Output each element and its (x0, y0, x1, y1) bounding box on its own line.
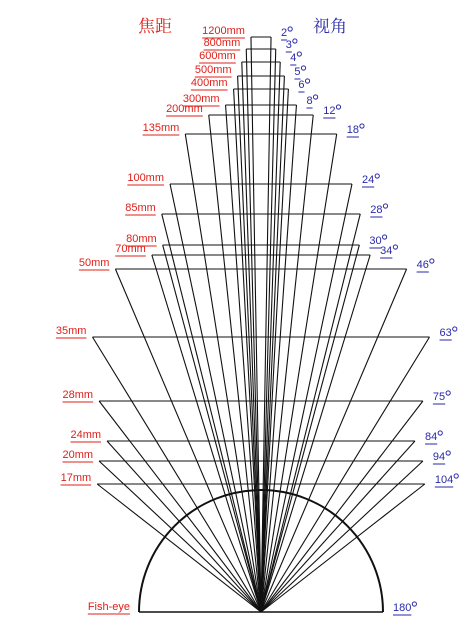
focal-label: 800mm (203, 37, 241, 49)
degree-symbol (313, 95, 317, 99)
focal-label: 20mm (62, 449, 94, 461)
degree-symbol (383, 204, 387, 208)
focal-label: 135mm (142, 122, 180, 134)
focal-label: 80mm (126, 233, 157, 245)
degree-symbol (446, 391, 450, 395)
angle-label: 84 (424, 431, 438, 443)
focal-label: 28mm (62, 389, 94, 401)
focal-label: Fish-eye (87, 601, 130, 613)
degree-symbol (336, 105, 340, 109)
degree-symbol (301, 66, 305, 70)
angle-label: 63 (439, 327, 452, 339)
degree-symbol (446, 451, 450, 455)
angle-label: 4 (290, 52, 297, 64)
focal-length-title: 焦距 (138, 17, 172, 36)
fan-edge-left (99, 401, 261, 612)
focal-label: 24mm (70, 429, 102, 441)
focal-label: 17mm (60, 472, 92, 484)
degree-symbol (438, 431, 442, 435)
focal-label: 50mm (78, 257, 110, 269)
fan-edge-right (261, 184, 352, 612)
fan-edge-left (170, 184, 261, 612)
focal-label: 85mm (125, 202, 156, 214)
angle-label: 5 (294, 66, 301, 78)
angle-label: 34 (380, 245, 393, 257)
angle-label: 30 (369, 235, 382, 247)
fan-edge-right (261, 484, 425, 612)
lens-fan-300mm (226, 105, 297, 612)
fan-edge-left (97, 484, 261, 612)
fan-edge-left (92, 337, 261, 612)
fan-edge-right (261, 401, 423, 612)
lens-fan-200mm (209, 115, 313, 612)
degree-symbol (305, 79, 309, 83)
lens-fans (56, 25, 458, 615)
angle-label: 8 (306, 95, 313, 107)
focal-label: 70mm (115, 243, 146, 255)
lens-fan-35mm (92, 337, 429, 612)
focal-label: 500mm (194, 64, 232, 76)
fan-edge-right (261, 105, 296, 612)
lens-fan-70mm (152, 255, 370, 612)
degree-symbol (297, 52, 301, 56)
focal-label: 600mm (199, 50, 236, 62)
angle-label: 104 (434, 474, 454, 486)
focal-label: 200mm (166, 103, 203, 115)
focal-label: 100mm (127, 172, 165, 184)
degree-symbol (293, 39, 297, 43)
angle-label: 12 (323, 105, 336, 117)
angle-label: 3 (285, 39, 292, 51)
lens-fan-100mm (170, 184, 352, 612)
fan-edge-left (226, 105, 261, 612)
lens-fan-85mm (162, 214, 360, 612)
angle-label: 94 (432, 451, 446, 463)
focal-label: 400mm (190, 77, 228, 89)
degree-symbol (382, 235, 386, 239)
degree-symbol (393, 245, 397, 249)
degree-symbol (430, 259, 434, 263)
focal-label: 300mm (182, 93, 220, 105)
lens-fan-135mm (185, 134, 336, 612)
angle-label: 2 (281, 27, 288, 39)
angle-label: 6 (298, 79, 305, 91)
degree-symbol (360, 124, 364, 128)
focal-label: 35mm (55, 325, 87, 337)
degree-symbol (412, 602, 416, 606)
angle-label: 75 (432, 391, 446, 403)
angle-label: 18 (346, 124, 359, 136)
angle-label: 24 (361, 174, 375, 186)
degree-symbol (375, 174, 379, 178)
lens-fan-80mm (163, 245, 360, 612)
degree-symbol (454, 474, 458, 478)
degree-symbol (288, 27, 292, 31)
fan-edge-right (261, 337, 430, 612)
degree-symbol (453, 327, 457, 331)
angle-label: 28 (370, 204, 383, 216)
focal-label: 1200mm (202, 25, 245, 37)
angle-label: 180 (393, 602, 412, 614)
angle-label: 46 (416, 259, 429, 271)
view-angle-title: 视角 (313, 17, 347, 36)
